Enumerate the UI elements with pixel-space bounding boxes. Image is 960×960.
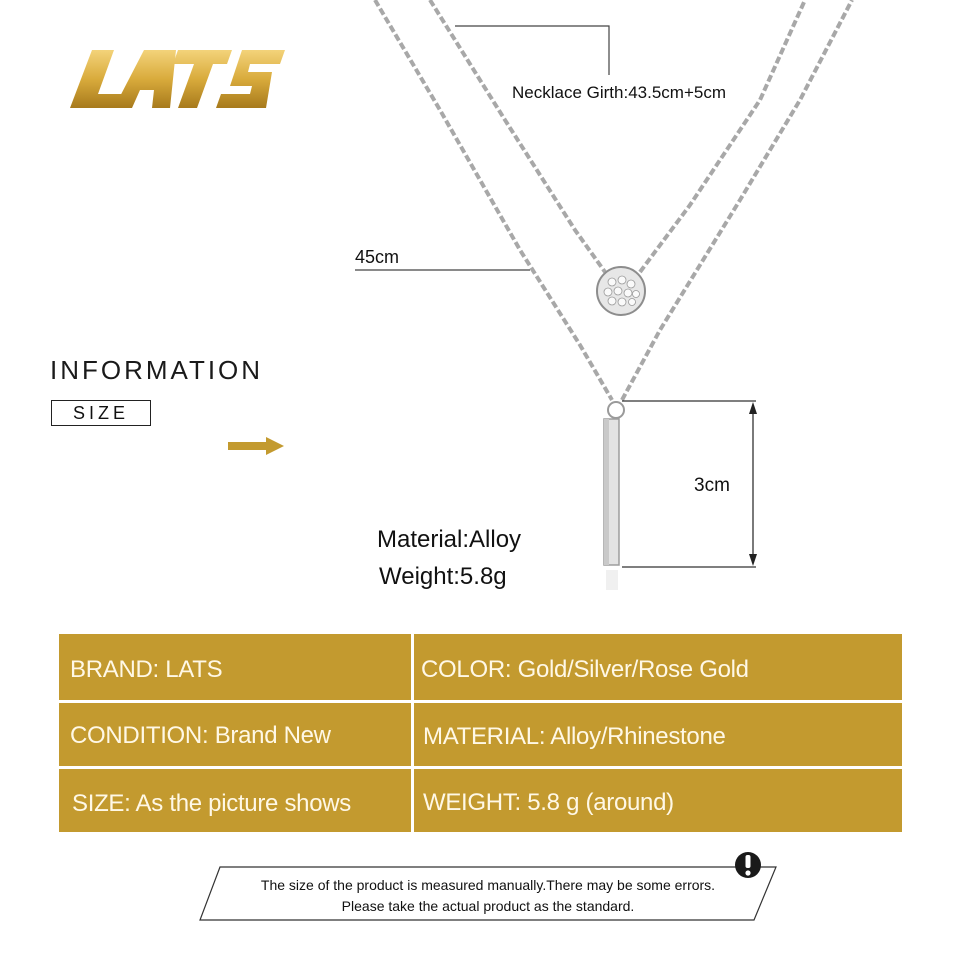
notice-banner (198, 862, 778, 922)
pendant-length-label: 3cm (694, 475, 730, 496)
size-tag: SIZE (51, 400, 151, 426)
table-divider (411, 634, 414, 832)
table-divider (59, 766, 902, 769)
notice-line-2: Please take the actual product as the standard. (341, 898, 635, 914)
info-title: INFORMATION (50, 355, 264, 385)
outer-chain (375, 0, 612, 400)
inner-chain (430, 0, 605, 272)
spec-table (59, 634, 902, 832)
bar-pendant (604, 402, 624, 590)
table-divider (59, 700, 902, 703)
exclamation-icon (734, 850, 762, 880)
spec-size: SIZE: As the picture shows (72, 790, 351, 817)
spec-condition: CONDITION: Brand New (70, 722, 331, 749)
necklace-girth-label: Necklace Girth:43.5cm+5cm (512, 83, 726, 102)
spec-material: MATERIAL: Alloy/Rhinestone (423, 723, 726, 750)
material-label: Material:Alloy (377, 526, 522, 553)
weight-label: Weight:5.8g (379, 563, 507, 590)
spec-weight: WEIGHT: 5.8 g (around) (423, 789, 674, 816)
outer-length-label: 45cm (355, 247, 400, 267)
pave-pendant (597, 267, 645, 315)
spec-color: COLOR: Gold/Silver/Rose Gold (421, 656, 749, 683)
notice-line-1: The size of the product is measured manually.There may be some errors. (260, 877, 716, 893)
spec-brand: BRAND: LATS (70, 656, 223, 683)
